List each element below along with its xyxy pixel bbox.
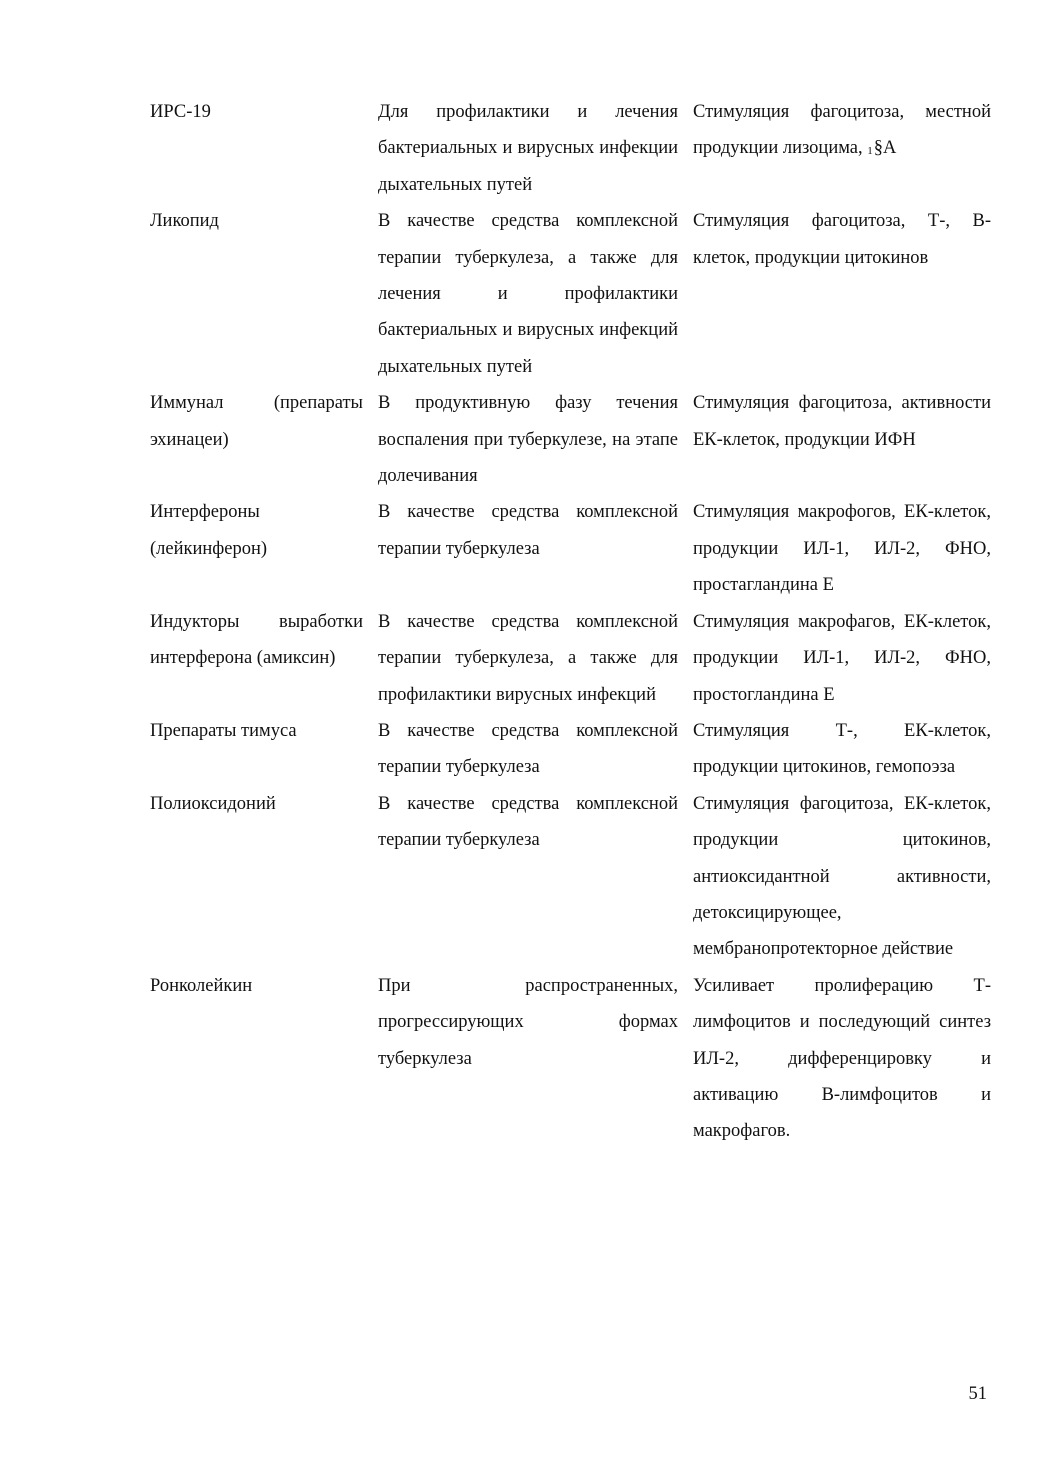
table-row <box>140 494 996 603</box>
drug-action: Стимуляция Т-, ЕК-клеток, продукции цитокинов, гемопоэза <box>693 720 991 778</box>
drug-action: Стимуляция фагоцитоза, активности ЕК-клеток, продукции ИФН <box>693 393 991 450</box>
drug-name: Препараты тимуса <box>150 720 297 741</box>
drug-name: Ликопид <box>150 211 219 232</box>
drug-action: Стимуляция фагоцитоза, ЕК-клеток, продукции цитокинов, антиоксидантной активности, детоксицирующее, мембранопротекторное действие <box>693 793 991 960</box>
drug-indication: В качестве средства комплексной терапии туберкулеза, а также для лечения и профилактики бактериальных и вирусных инфекций дыхательных путей <box>378 211 678 377</box>
drug-action-suffix: §А <box>873 138 897 159</box>
table-row <box>140 385 996 494</box>
drug-name: Ронколейкин <box>150 975 253 996</box>
drug-indication: В качестве средства комплексной терапии туберкулеза, а также для профилактики вирусных инфекций <box>378 611 678 705</box>
drug-action: Стимуляция фагоцитоза, Т-, В-клеток, продукции цитокинов <box>693 211 991 268</box>
drug-action: Стимуляция макрофогов, ЕК-клеток, продукции ИЛ-1, ИЛ-2, ФНО, простагландина Е <box>693 502 991 596</box>
drug-indication: Для профилактики и лечения бактериальных и вирусных инфекции дыхательных путей <box>378 102 678 195</box>
drug-name: ИРС-19 <box>150 102 211 122</box>
drug-action <box>683 94 996 203</box>
drug-indication: В качестве средства комплексной терапии туберкулеза <box>378 793 678 851</box>
drug-name: Иммунал (препараты эхинацеи) <box>150 393 363 450</box>
drug-indication: В качестве средства комплексной терапии туберкулеза <box>378 502 678 559</box>
drug-name: Индукторы выработки интерферона (амиксин) <box>150 611 363 669</box>
drug-indication: В продуктивную фазу течения воспаления при туберкулезе, на этапе долечивания <box>378 393 678 487</box>
drug-indication: В качестве средства комплексной терапии туберкулеза <box>378 720 678 778</box>
table-row <box>140 713 996 786</box>
table-row <box>140 604 996 713</box>
drug-name: Полиоксидоний <box>150 793 276 814</box>
drug-action: Усиливает пролиферацию Т-лимфоцитов и последующий синтез ИЛ-2, дифференцировку и активацию В-лимфоцитов и макрофагов. <box>693 975 991 1142</box>
drug-name: Интерфероны (лейкинферон) <box>150 502 268 559</box>
table-row <box>140 94 996 203</box>
immunomodulators-table <box>140 94 996 1150</box>
table-row <box>140 786 996 968</box>
table-row <box>140 203 996 385</box>
page-number: 51 <box>968 1384 987 1404</box>
table-row <box>140 968 996 1150</box>
drug-action: Стимуляция макрофагов, ЕК-клеток, продукции ИЛ-1, ИЛ-2, ФНО, простогландина Е <box>693 611 991 705</box>
drug-indication: При распространенных, прогрессирующих формах туберкулеза <box>378 975 678 1069</box>
drug-action-mark: 1 <box>867 145 873 158</box>
drug-action-text: Стимуляция фагоцитоза, местной продукции лизоцима, <box>693 102 991 159</box>
